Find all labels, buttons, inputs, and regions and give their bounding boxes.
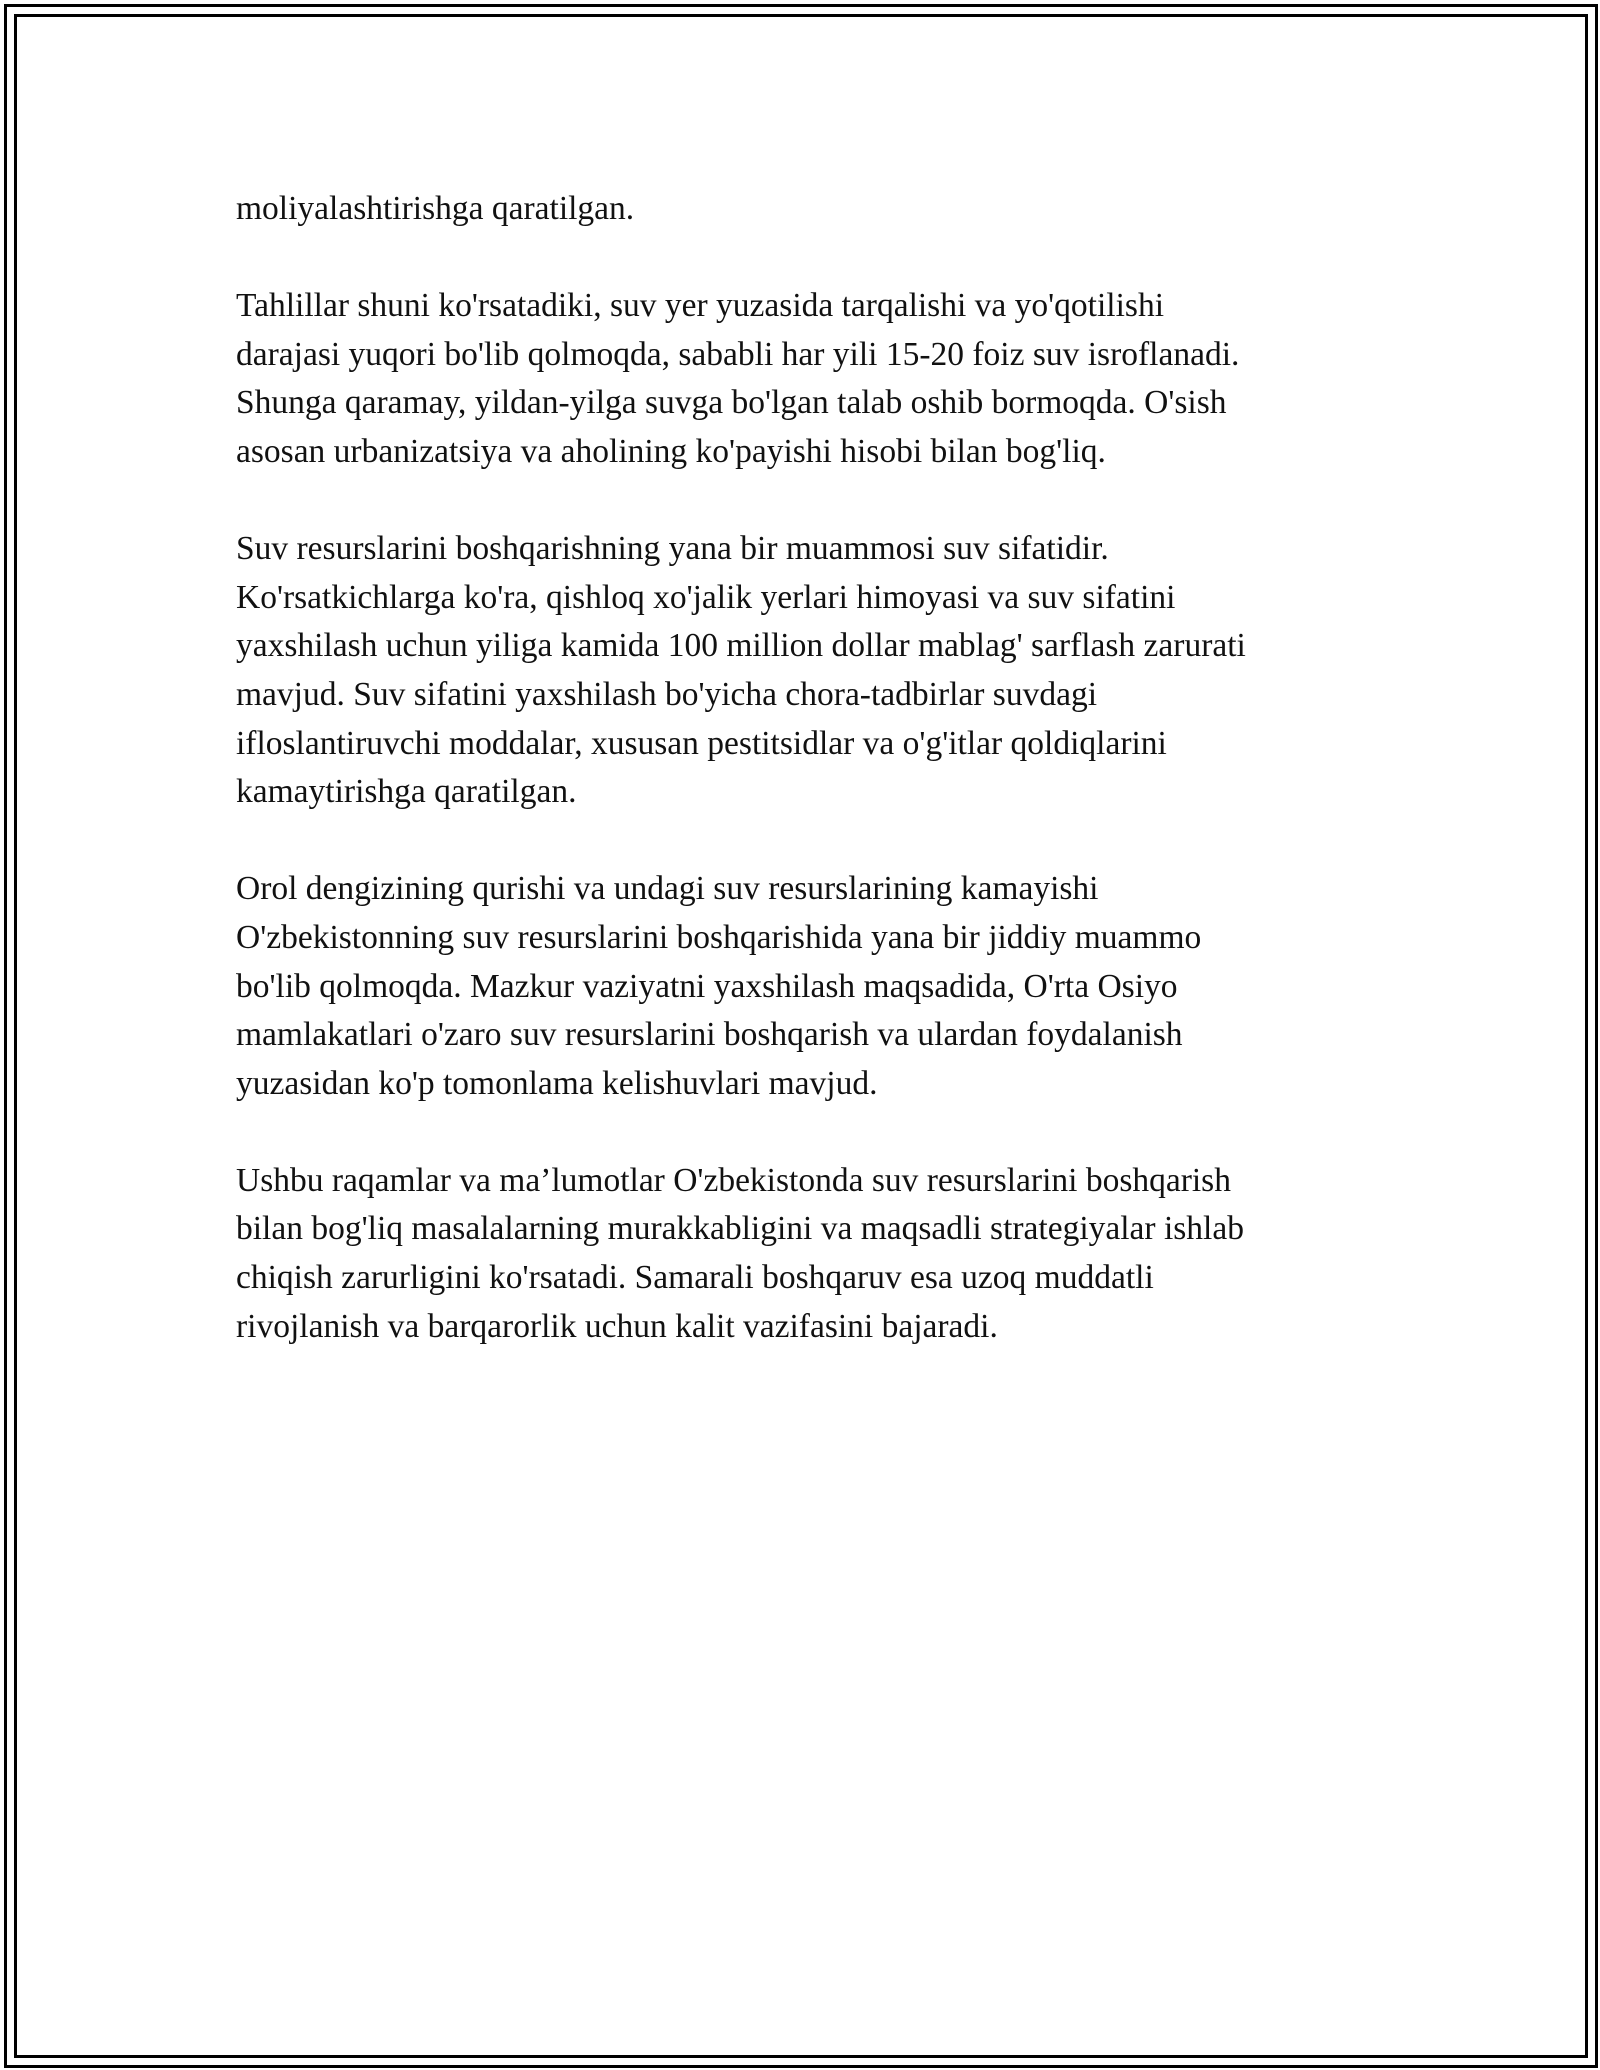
text-line: asosan urbanizatsiya va aholining ko'payishi hisobi bilan bog'liq. [236, 432, 1106, 470]
document-body [236, 185, 1366, 1400]
text-line: bo'lib qolmoqda. Mazkur vaziyatni yaxshilash maqsadida, O'rta Osiyo [236, 967, 1178, 1005]
text-line: bilan bog'liq masalalarning murakkabligini va maqsadli strategiyalar ishlab [236, 1210, 1244, 1248]
text-line: kamaytirishga qaratilgan. [236, 773, 577, 811]
text-line: Ko'rsatkichlarga ko'ra, qishloq xo'jalik yerlari himoyasi va suv sifatini [236, 578, 1176, 616]
paragraph-4 [236, 865, 1366, 1108]
text-line: Shunga qaramay, yildan-yilga suvga bo'lgan talab oshib bormoqda. O'sish [236, 384, 1227, 422]
paragraph-5 [236, 1157, 1366, 1351]
text-line: Orol dengizining qurishi va undagi suv resurslarining kamayishi [236, 870, 1099, 908]
text-line: chiqish zarurligini ko'rsatadi. Samarali boshqaruv esa uzoq muddatli [236, 1259, 1154, 1297]
text-line: rivojlanish va barqarorlik uchun kalit vazifasini bajaradi. [236, 1307, 998, 1345]
text-line: ifloslantiruvchi moddalar, xususan pestitsidlar va o'g'itlar qoldiqlarini [236, 724, 1167, 762]
text-line: mamlakatlari o'zaro suv resurslarini boshqarish va ulardan foydalanish [236, 1016, 1183, 1054]
text-line: Suv resurslarini boshqarishning yana bir muammosi suv sifatidir. [236, 530, 1109, 568]
text-line: yaxshilash uchun yiliga kamida 100 million dollar mablag' sarflash zarurati [236, 627, 1246, 665]
text-line: mavjud. Suv sifatini yaxshilash bo'yicha chora-tadbirlar suvdagi [236, 675, 1098, 713]
text-line: O'zbekistonning suv resurslarini boshqarishida yana bir jiddiy muammo [236, 918, 1202, 956]
text-line: darajasi yuqori bo'lib qolmoqda, sababli har yili 15-20 foiz suv isroflanadi. [236, 335, 1240, 373]
text-line: moliyalashtirishga qaratilgan. [236, 190, 635, 227]
paragraph-1 [236, 185, 1366, 234]
text-line: Tahlillar shuni ko'rsatadiki, suv yer yuzasida tarqalishi va yo'qotilishi [236, 287, 1165, 325]
paragraph-3 [236, 525, 1366, 817]
text-line: Ushbu raqamlar va ma’lumotlar O'zbekistonda suv resurslarini boshqarish [236, 1161, 1231, 1199]
text-line: yuzasidan ko'p tomonlama kelishuvlari mavjud. [236, 1064, 878, 1102]
paragraph-2 [236, 282, 1366, 476]
